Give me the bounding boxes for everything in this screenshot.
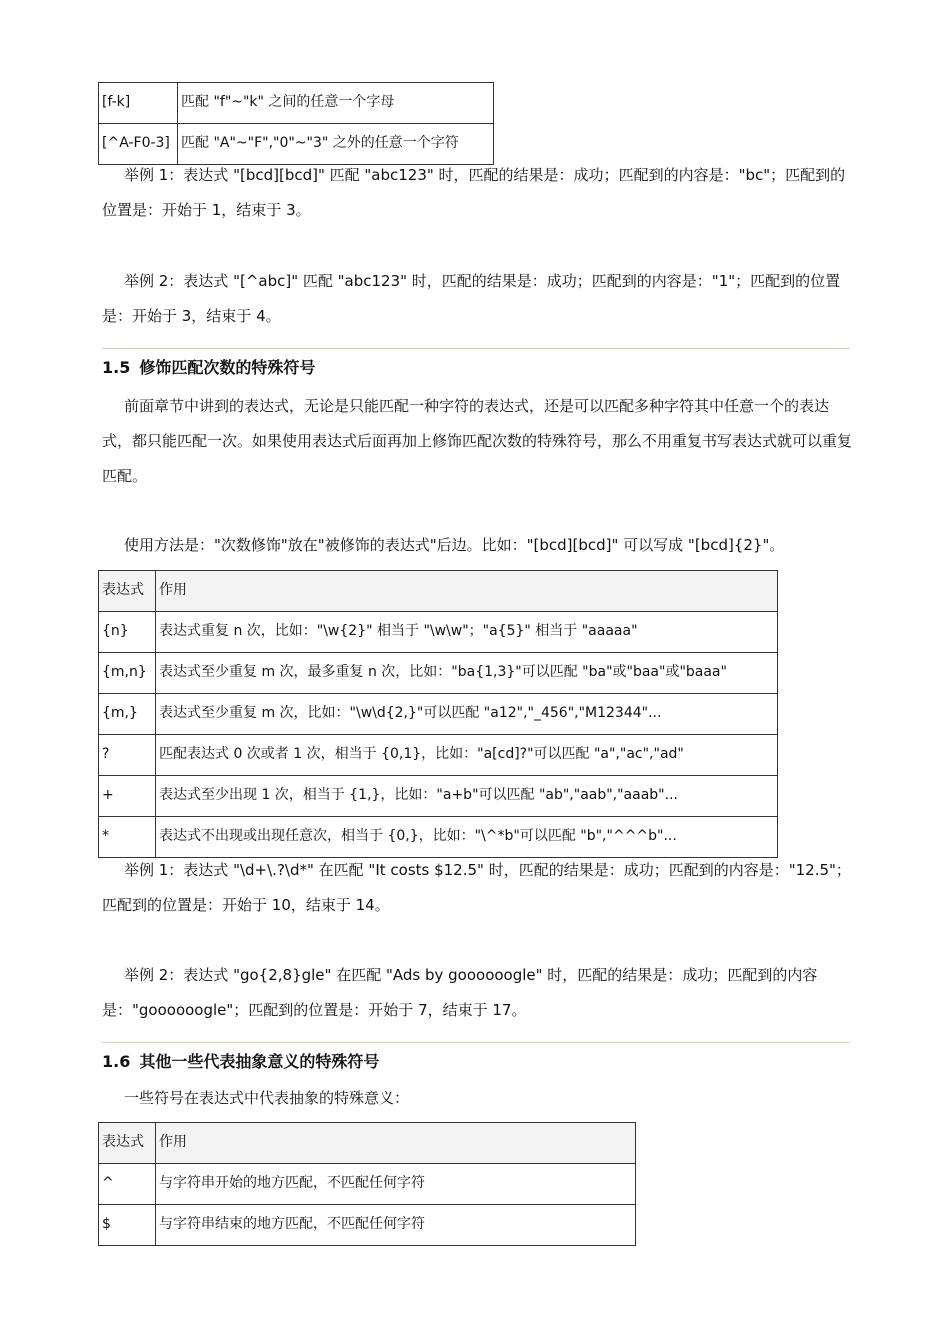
quantifier-table [98, 570, 778, 858]
section-heading [102, 357, 315, 379]
header-desc: 作用 [156, 1123, 636, 1164]
example-paragraph: 举例 1：表达式 "\d+\.?\d*" 在匹配 "It costs $12.5" 时，匹配的结果是：成功；匹配到的内容是："12.5"；匹配到的位置是：开始于 10，结束于 14。 [102, 861, 851, 914]
header-desc: 作用 [156, 571, 778, 612]
expr-cell: {m,n} [99, 653, 156, 694]
expr-cell: {m,} [99, 694, 156, 735]
expr-cell: + [99, 776, 156, 817]
abstract-paragraph: 一些符号在表达式中代表抽象的特殊意义： [124, 1089, 410, 1107]
section-heading [102, 1051, 379, 1073]
expr-cell: [^A-F0-3] [99, 124, 178, 165]
section-divider [102, 1042, 850, 1043]
table-row [99, 612, 778, 653]
expr-cell: {n} [99, 612, 156, 653]
desc-cell: 表达式至少重复 m 次，比如："\w\d{2,}"可以匹配 "a12","_456","M12344"... [156, 694, 778, 735]
expr-cell: ? [99, 735, 156, 776]
example-paragraph: 举例 2：表达式 "[^abc]" 匹配 "abc123" 时，匹配的结果是：成功；匹配到的内容是："1"；匹配到的位置是：开始于 3，结束于 4。 [102, 272, 841, 325]
table-row [99, 776, 778, 817]
usage-paragraph: 使用方法是："次数修饰"放在"被修饰的表达式"后边。比如："[bcd][bcd]" 可以写成 "[bcd]{2}"。 [124, 536, 785, 554]
table-row [99, 83, 494, 124]
desc-cell: 与字符串开始的地方匹配，不匹配任何字符 [156, 1164, 636, 1205]
intro-paragraph: 前面章节中讲到的表达式，无论是只能匹配一种字符的表达式，还是可以匹配多种字符其中任意一个的表达式，都只能匹配一次。如果使用表达式后面再加上修饰匹配次数的特殊符号，那么不用重复书写表达式就可以重复匹配。 [102, 397, 853, 485]
expr-cell: [f-k] [99, 83, 178, 124]
desc-cell: 匹配表达式 0 次或者 1 次，相当于 {0,1}，比如："a[cd]?"可以匹配 "a","ac","ad" [156, 735, 778, 776]
char-class-table [98, 82, 494, 165]
section-title: 修饰匹配次数的特殊符号 [139, 358, 316, 377]
table-header-row [99, 1123, 636, 1164]
anchor-table [98, 1122, 636, 1246]
expr-cell: $ [99, 1205, 156, 1246]
example-paragraph: 举例 2：表达式 "go{2,8}gle" 在匹配 "Ads by goooooogle" 时，匹配的结果是：成功；匹配到的内容是："goooooogle"；匹配到的位置是：开始于 7，结束于 17。 [102, 966, 818, 1019]
example-paragraph: 举例 1：表达式 "[bcd][bcd]" 匹配 "abc123" 时，匹配的结果是：成功；匹配到的内容是："bc"；匹配到的位置是：开始于 1，结束于 3。 [102, 166, 846, 219]
header-expr: 表达式 [99, 1123, 156, 1164]
desc-cell: 匹配 "f"~"k" 之间的任意一个字母 [178, 83, 494, 124]
table-row [99, 694, 778, 735]
expr-cell: ^ [99, 1164, 156, 1205]
expr-cell: * [99, 817, 156, 858]
section-number: 1.6 [102, 1052, 131, 1071]
header-expr: 表达式 [99, 571, 156, 612]
desc-cell: 表达式不出现或出现任意次，相当于 {0,}，比如："\^*b"可以匹配 "b","^^^b"... [156, 817, 778, 858]
section-title: 其他一些代表抽象意义的特殊符号 [139, 1052, 380, 1071]
desc-cell: 与字符串结束的地方匹配，不匹配任何字符 [156, 1205, 636, 1246]
table-row [99, 653, 778, 694]
table-row [99, 1205, 636, 1246]
table-header-row [99, 571, 778, 612]
section-number: 1.5 [102, 358, 131, 377]
table-row [99, 735, 778, 776]
desc-cell: 匹配 "A"~"F","0"~"3" 之外的任意一个字符 [178, 124, 494, 165]
desc-cell: 表达式至少出现 1 次，相当于 {1,}，比如："a+b"可以匹配 "ab","aab","aaab"... [156, 776, 778, 817]
section-divider [102, 348, 850, 349]
table-row [99, 817, 778, 858]
desc-cell: 表达式重复 n 次，比如："\w{2}" 相当于 "\w\w"；"a{5}" 相当于 "aaaaa" [156, 612, 778, 653]
desc-cell: 表达式至少重复 m 次，最多重复 n 次，比如："ba{1,3}"可以匹配 "ba"或"baa"或"baaa" [156, 653, 778, 694]
table-row [99, 1164, 636, 1205]
